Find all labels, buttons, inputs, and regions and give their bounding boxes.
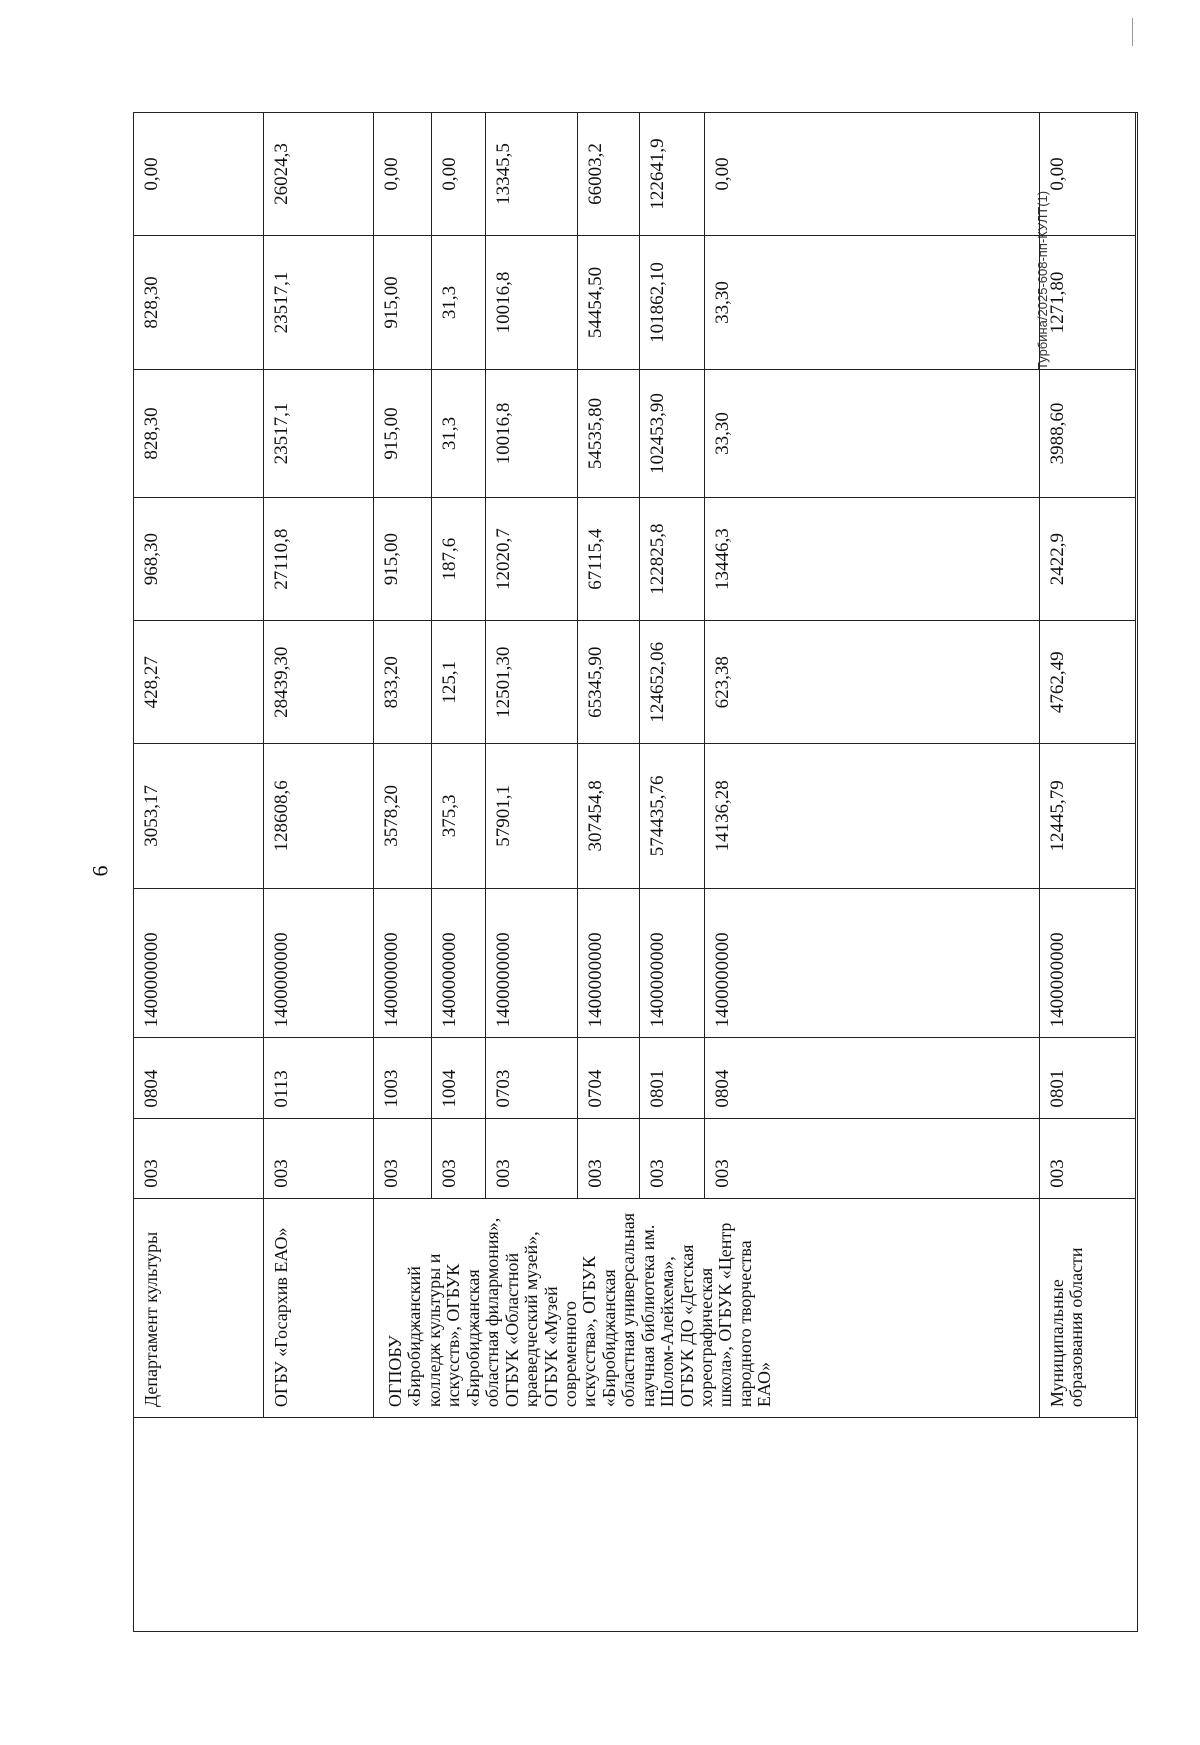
- table-row: [1040, 113, 1136, 1632]
- value-cell: 375,3: [432, 744, 486, 888]
- target-code: 1400000000: [432, 888, 486, 1038]
- grbs-code: 003: [134, 1118, 264, 1198]
- value-cell: 3053,17: [134, 744, 264, 888]
- table-row: [374, 113, 432, 1632]
- value-cell: 0,00: [1040, 113, 1136, 236]
- budget-table: [133, 112, 1138, 1632]
- value-cell: 915,00: [374, 369, 432, 497]
- value-cell: 23517,1: [264, 236, 374, 370]
- section-code: 0704: [578, 1038, 640, 1118]
- value-cell: 187,6: [432, 498, 486, 621]
- grbs-code: 003: [578, 1118, 640, 1198]
- bottom-border: [1136, 113, 1138, 1418]
- edge-mark: [1132, 18, 1133, 46]
- value-cell: 31,3: [432, 236, 486, 370]
- value-cell: 26024,3: [264, 113, 374, 236]
- target-code: 1400000000: [486, 888, 578, 1038]
- grbs-code: 003: [1040, 1118, 1136, 1198]
- value-cell: 13446,3: [705, 498, 1040, 621]
- table-row: [264, 113, 374, 1632]
- section-code: 0804: [134, 1038, 264, 1118]
- target-code: 1400000000: [705, 888, 1040, 1038]
- target-code: 1400000000: [134, 888, 264, 1038]
- row-name: ОГБУ «Госархив ЕАО»: [264, 1198, 374, 1417]
- value-cell: 10016,8: [486, 369, 578, 497]
- value-cell: 14136,28: [705, 744, 1040, 888]
- row-name: Департамент культуры: [134, 1198, 264, 1417]
- row-name: Муниципальные образования области: [1040, 1198, 1136, 1417]
- value-cell: 122825,8: [640, 498, 705, 621]
- value-cell: 28439,30: [264, 621, 374, 744]
- value-cell: 128608,6: [264, 744, 374, 888]
- section-code: 0703: [486, 1038, 578, 1118]
- value-cell: 33,30: [705, 236, 1040, 370]
- value-cell: 23517,1: [264, 369, 374, 497]
- value-cell: 968,30: [134, 498, 264, 621]
- value-cell: 623,38: [705, 621, 1040, 744]
- value-cell: 828,30: [134, 369, 264, 497]
- section-code: 1004: [432, 1038, 486, 1118]
- value-cell: 54535,80: [578, 369, 640, 497]
- value-cell: 3988,60: [1040, 369, 1136, 497]
- value-cell: 27110,8: [264, 498, 374, 621]
- value-cell: 833,20: [374, 621, 432, 744]
- section-code: 0801: [1040, 1038, 1136, 1118]
- grbs-code: 003: [640, 1118, 705, 1198]
- table-row-spacer: [1136, 113, 1138, 1632]
- value-cell: 0,00: [134, 113, 264, 236]
- value-cell: 57901,1: [486, 744, 578, 888]
- grbs-code: 003: [374, 1118, 432, 1198]
- value-cell: 915,00: [374, 236, 432, 370]
- target-code: 1400000000: [1040, 888, 1136, 1038]
- page-number: 6: [87, 865, 113, 877]
- value-cell: 1271,80: [1040, 236, 1136, 370]
- value-cell: 915,00: [374, 498, 432, 621]
- value-cell: 12020,7: [486, 498, 578, 621]
- value-cell: 0,00: [374, 113, 432, 236]
- value-cell: 0,00: [432, 113, 486, 236]
- value-cell: 66003,2: [578, 113, 640, 236]
- target-code: 1400000000: [578, 888, 640, 1038]
- value-cell: 12445,79: [1040, 744, 1136, 888]
- empty-left-cell: [134, 1418, 1138, 1632]
- value-cell: 4762,49: [1040, 621, 1136, 744]
- section-code: 0113: [264, 1038, 374, 1118]
- institutions-name: ОГПОБУ «Биробиджанский колледж культуры и искусств», ОГБУК «Биробиджанская областная филармония», ОГБУК «Областной краеведческий музей», ОГБУК «Музей современного искусства», ОГБУК «Биробиджанская областная универсальная научная библиотека им. Шолом-Алейхема», ОГБУК ДО «Детская хореографическая школа», ОГБУК «Центр народного творчества ЕАО»: [374, 1198, 1040, 1417]
- value-cell: 33,30: [705, 369, 1040, 497]
- value-cell: 828,30: [134, 236, 264, 370]
- grbs-code: 003: [432, 1118, 486, 1198]
- footer-document-code: Турбина/2025-608-пп-КУЛТ(1): [1035, 190, 1050, 370]
- target-code: 1400000000: [640, 888, 705, 1038]
- value-cell: 10016,8: [486, 236, 578, 370]
- grbs-code: 003: [264, 1118, 374, 1198]
- value-cell: 428,27: [134, 621, 264, 744]
- table-row: [134, 113, 264, 1632]
- grbs-code: 003: [486, 1118, 578, 1198]
- value-cell: 3578,20: [374, 744, 432, 888]
- target-code: 1400000000: [374, 888, 432, 1038]
- value-cell: 12501,30: [486, 621, 578, 744]
- section-code: 1003: [374, 1038, 432, 1118]
- value-cell: 124652,06: [640, 621, 705, 744]
- value-cell: 67115,4: [578, 498, 640, 621]
- value-cell: 307454,8: [578, 744, 640, 888]
- grbs-code: 003: [705, 1118, 1040, 1198]
- value-cell: 0,00: [705, 113, 1040, 236]
- section-code: 0804: [705, 1038, 1040, 1118]
- target-code: 1400000000: [264, 888, 374, 1038]
- value-cell: 122641,9: [640, 113, 705, 236]
- value-cell: 125,1: [432, 621, 486, 744]
- value-cell: 13345,5: [486, 113, 578, 236]
- section-code: 0801: [640, 1038, 705, 1118]
- value-cell: 2422,9: [1040, 498, 1136, 621]
- value-cell: 31,3: [432, 369, 486, 497]
- value-cell: 101862,10: [640, 236, 705, 370]
- value-cell: 65345,90: [578, 621, 640, 744]
- value-cell: 102453,90: [640, 369, 705, 497]
- value-cell: 574435,76: [640, 744, 705, 888]
- value-cell: 54454,50: [578, 236, 640, 370]
